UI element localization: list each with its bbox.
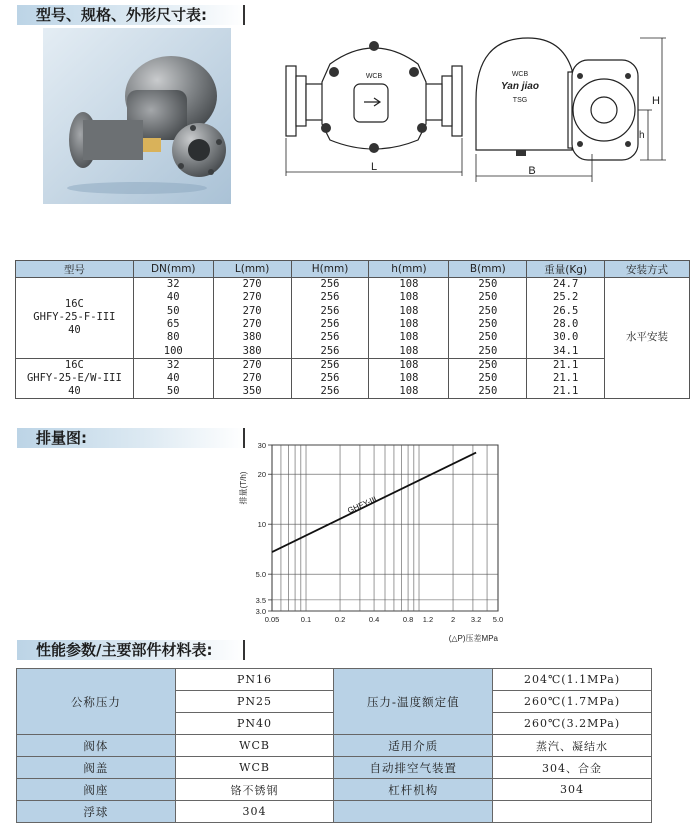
y-tick-label: 3.5: [255, 595, 266, 605]
y-tick-label: 5.0: [255, 570, 266, 580]
table-row: 阀体 WCB 适用介质 蒸汽、凝结水: [17, 735, 652, 757]
steam-trap-photo-icon: [43, 28, 231, 204]
front-view-drawing: [276, 28, 472, 180]
section-title-performance: 性能参数/主要部件材料表:: [17, 640, 245, 660]
series-label: GHFY-III: [346, 494, 378, 516]
header-install: 安装方式: [605, 261, 690, 278]
x-tick-label: 0.4: [368, 615, 380, 624]
pressure-value: PN25: [175, 691, 334, 713]
table-row: 100 380 256 108 250 34.1: [16, 345, 690, 359]
dim-h-label: h: [639, 130, 645, 141]
y-tick-label: 10: [257, 520, 266, 530]
product-photo: [43, 28, 231, 204]
side-label-bottom: TSG: [512, 97, 528, 104]
header-dn: DN(mm): [133, 261, 213, 278]
x-tick-label: 5.0: [492, 615, 504, 624]
pressure-label: 公称压力: [17, 669, 176, 735]
table-row: 浮球 304: [17, 801, 652, 823]
model-cell-group1: 16C GHFY-25-F-III 40: [16, 278, 134, 359]
pressure-value: PN16: [175, 669, 334, 691]
header-L: L(mm): [213, 261, 291, 278]
x-tick-label: 0.1: [300, 615, 312, 624]
spec-table: [15, 260, 690, 399]
model-cell-group2: 16C GHFY-25-E/W-III 40: [16, 358, 134, 398]
y-tick-label: 3.0: [255, 607, 266, 616]
table-row: [17, 669, 652, 691]
y-tick-label: 30: [257, 441, 266, 450]
x-tick-label: 0.8: [402, 615, 414, 624]
table-row: 80 380 256 108 250 30.0: [16, 331, 690, 344]
temp-value: 260℃(3.2MPa): [493, 713, 652, 735]
header-H: H(mm): [291, 261, 369, 278]
pressure-value: PN40: [175, 713, 334, 735]
performance-table: [16, 668, 652, 823]
x-tick-label: 2: [450, 615, 456, 624]
section-title-flow: 排量图:: [17, 428, 245, 448]
table-row: 16C GHFY-25-F-III 40 32 270 256 108 250 24.7 水平安装: [16, 278, 690, 292]
x-tick-label: 3.2: [470, 615, 482, 624]
table-row: 40 270 256 108 250 21.1: [16, 372, 690, 385]
table-row: 阀盖 WCB 自动排空气装置 304、合金: [17, 757, 652, 779]
temp-label: 压力-温度额定值: [334, 669, 493, 735]
table-row: 50 350 256 108 250 21.1: [16, 385, 690, 399]
install-cell: 水平安装: [605, 278, 690, 399]
x-tick-label: 1.2: [422, 615, 434, 624]
side-view-drawing: [468, 30, 668, 190]
temp-value: 204℃(1.1MPa): [493, 669, 652, 691]
x-tick-label: 0.2: [334, 615, 346, 624]
table-row: 65 270 256 108 250 28.0: [16, 318, 690, 331]
temp-value: 260℃(1.7MPa): [493, 691, 652, 713]
x-axis-label: (△P)压差MPa: [448, 634, 498, 643]
section-title-dimensions: 型号、规格、外形尺寸表:: [17, 5, 245, 25]
header-B: B(mm): [449, 261, 527, 278]
x-tick-label: 0.05: [264, 615, 280, 624]
dim-H-label: H: [652, 95, 660, 107]
dim-B-label: B: [528, 165, 536, 177]
front-body-label: WCB: [365, 73, 383, 80]
table-row: 50 270 256 108 250 26.5: [16, 304, 690, 317]
side-label-top: WCB: [511, 71, 529, 78]
y-axis-label: 排量(T/h): [239, 471, 248, 505]
table-row: 16C GHFY-25-E/W-III 40 32 270 256 108 250 21.1: [16, 358, 690, 372]
side-brand-logo: Yan jiao: [501, 81, 539, 92]
header-model: 型号: [16, 261, 134, 278]
flow-chart: [236, 435, 536, 647]
dim-L-label: L: [370, 161, 378, 173]
table-row: 40 270 256 108 250 25.2: [16, 291, 690, 304]
table-row: 阀座 铬不锈钢 杠杆机构 304: [17, 779, 652, 801]
header-weight: 重量(Kg): [527, 261, 605, 278]
y-tick-label: 20: [257, 470, 266, 480]
spec-header-row: [16, 261, 690, 278]
header-h: h(mm): [369, 261, 449, 278]
